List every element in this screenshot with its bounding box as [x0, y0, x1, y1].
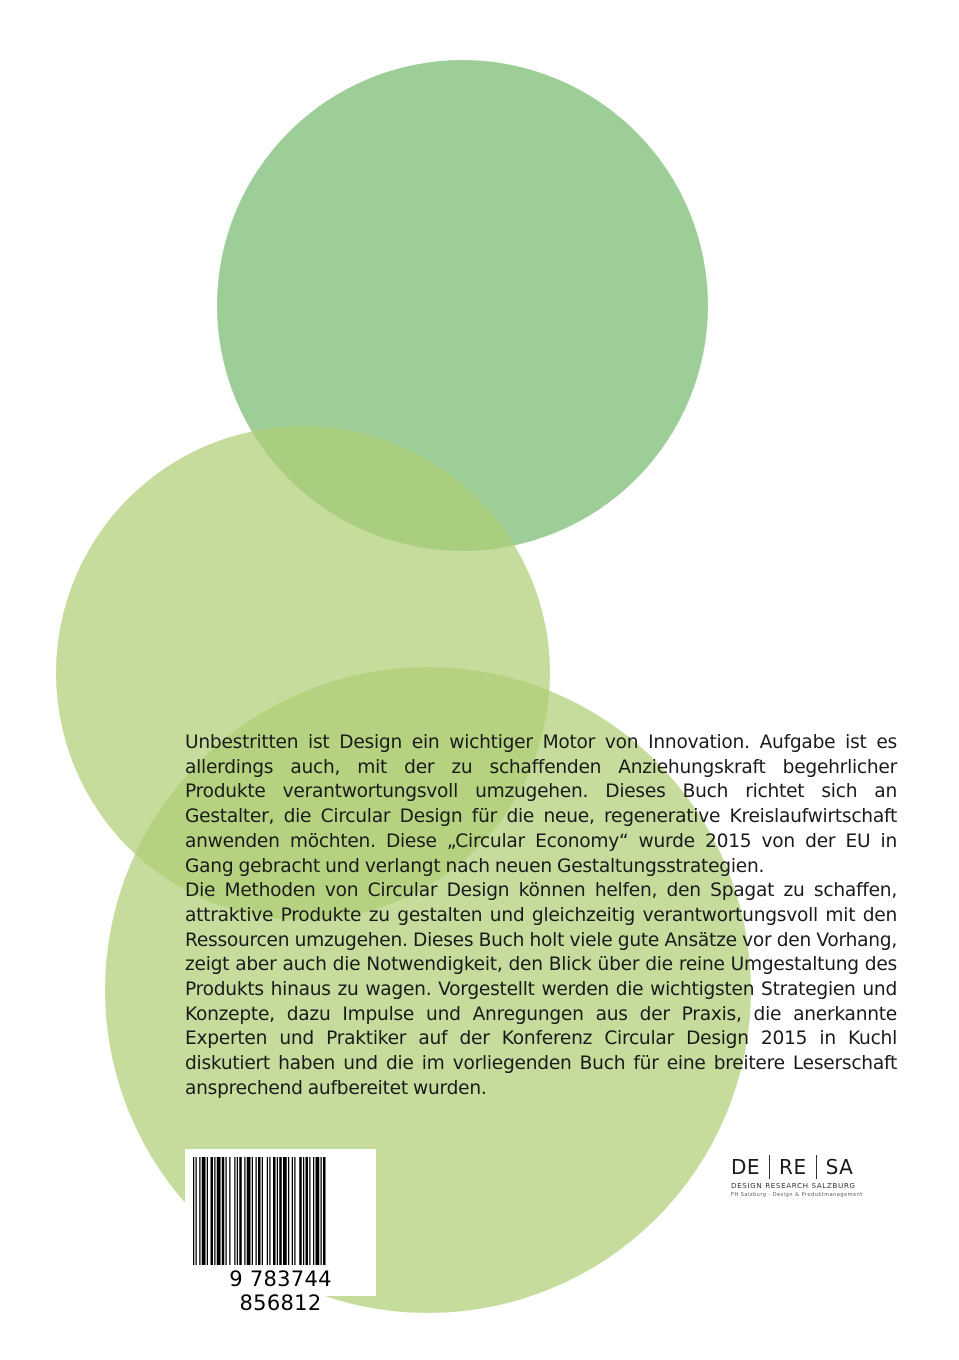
logo-part-sa: SA: [825, 1155, 854, 1179]
barcode-bars: [193, 1157, 368, 1265]
logo-separator: [816, 1155, 817, 1179]
logo-part-re: RE: [779, 1155, 807, 1179]
blurb-paragraph-2: Die Methoden von Circular Design können helfen, den Spagat zu schaffen, attraktive Produkte zu gestalten und gleichzeitig verantwortungsvoll mit den Ressourcen umzugehen. Dieses Buch holt viele gute Ansätze vor den Vorhang, zeigt aber auch die Notwendigkeit, den Blick über die reine Umgestaltung des Produkts hinaus zu wagen. Vorgestellt werden die wichtigsten Strategien und Konzepte, dazu Impulse und Anregungen aus der Praxis, die anerkannte Experten und Praktiker auf der Konferenz Circular Design 2015 in Kuchl diskutiert haben und die im vorliegenden Buch für eine breitere Leserschaft ansprechend aufbereitet wurden.: [185, 880, 897, 1099]
logo-subtitle: DESIGN RESEARCH SALZBURG: [731, 1181, 856, 1190]
blurb-paragraph-1: Unbestritten ist Design ein wichtiger Motor von Innovation. Aufgabe ist es allerdings auch, mit der zu schaffenden Anziehungskraft begehrlicher Produkte verantwortungsvoll umzugehen. Dieses Buch richtet sich an Gestalter, die Circular Design für die neue, regenerative Kreislaufwirtschaft anwenden möchten. Diese „Circular Economy“ wurde 2015 von der EU in Gang gebracht und verlangt nach neuen Gestaltungsstrategien.: [185, 732, 897, 877]
isbn-barcode: [185, 1149, 376, 1315]
back-cover-blurb: [185, 731, 897, 1102]
logo-separator: [769, 1155, 770, 1179]
logo-tagline: FH Salzburg · Design & Produktmanagement: [731, 1192, 863, 1198]
logo-part-de: DE: [731, 1155, 761, 1179]
isbn-number: 9 783744 856812: [229, 1267, 332, 1315]
deresa-logo: [731, 1155, 901, 1198]
